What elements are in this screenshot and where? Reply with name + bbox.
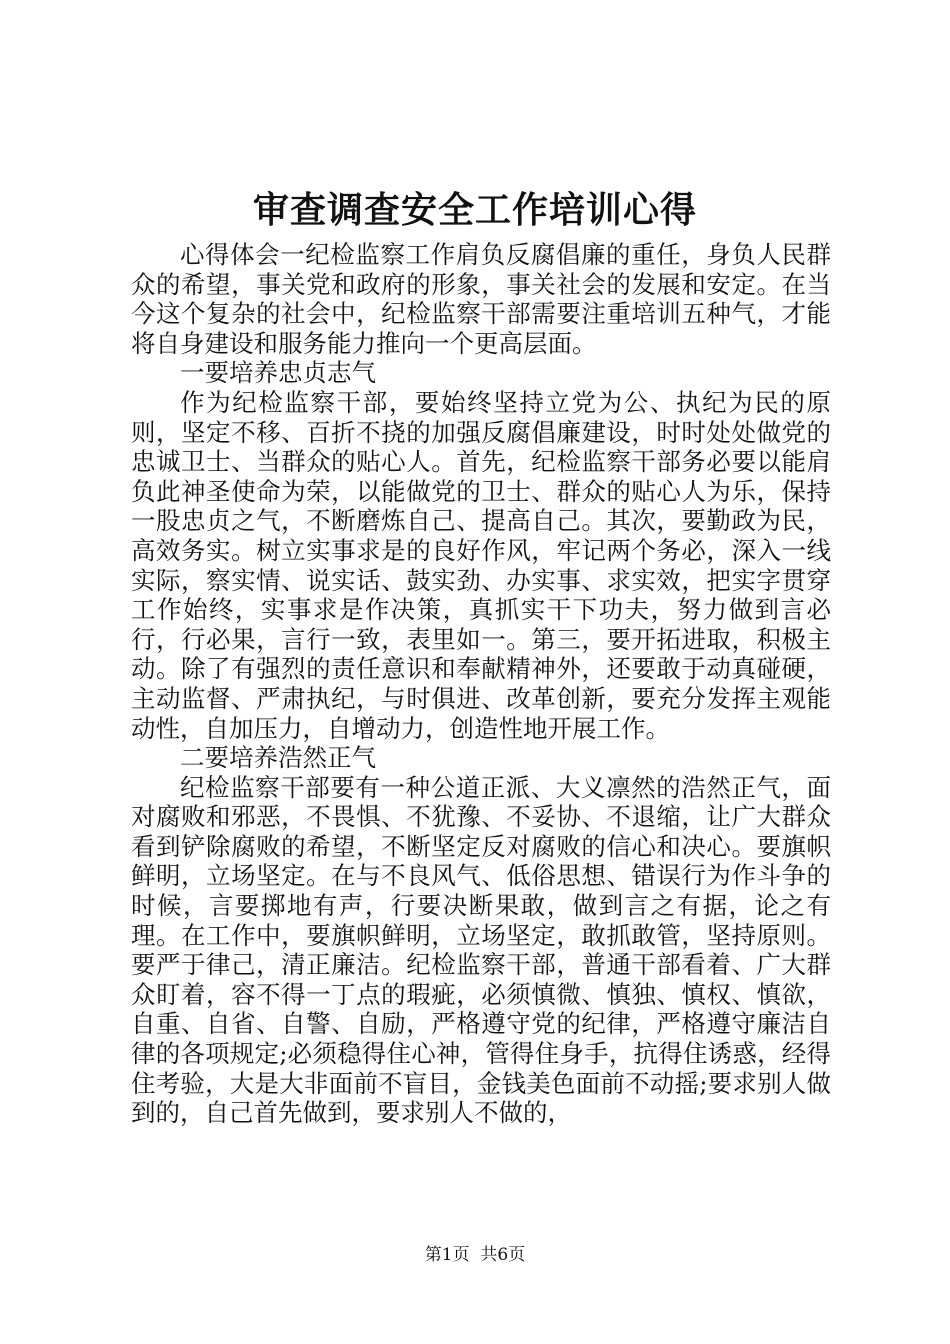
paragraph: 心得体会一纪检监察工作肩负反腐倡廉的重任，身负人民群众的希望，事关党和政府的形象，事关社会的发展和安定。在当今这个复杂的社会中，纪检监察干部需要注重培训五种气，才能将自身建设和服务能力推向一个更高层面。 xyxy=(131,240,831,358)
document-body xyxy=(131,240,831,1128)
page-footer xyxy=(0,1244,950,1266)
section-heading: 一要培养忠贞志气 xyxy=(180,358,376,388)
paragraph: 纪检监察干部要有一种公道正派、大义凛然的浩然正气，面对腐败和邪恶，不畏惧、不犹豫、不妥协、不退缩，让广大群众看到铲除腐败的希望，不断坚定反对腐败的信心和决心。要旗帜鲜明，立场坚定。在与不良风气、低俗思想、错误行为作斗争的时候，言要掷地有声，行要决断果敢，做到言之有据，论之有理。在工作中，要旗帜鲜明，立场坚定，敢抓敢管，坚持原则。要严于律己，清正廉洁。纪检监察干部，普通干部看着、广大群众盯着，容不得一丁点的瑕疵，必须慎微、慎独、慎权、慎欲，自重、自省、自警、自励，严格遵守党的纪律，严格遵守廉洁自律的各项规定;必须稳得住心神，管得住身手，抗得住诱惑，经得住考验，大是大非面前不盲目，金钱美色面前不动摇;要求别人做到的，自己首先做到，要求别人不做的， xyxy=(131,772,831,1128)
page-number: 第1页 xyxy=(424,1245,470,1265)
paragraph: 作为纪检监察干部，要始终坚持立党为公、执纪为民的原则，坚定不移、百折不挠的加强反腐倡廉建设，时时处处做党的忠诚卫士、当群众的贴心人。首先，纪检监察干部务必要以能肩负此神圣使命为荣，以能做党的卫士、群众的贴心人为乐，保持一股忠贞之气，不断磨炼自己、提高自己。其次，要勤政为民，高效务实。树立实事求是的良好作风，牢记两个务必，深入一线实际，察实情、说实话、鼓实劲、办实事、求实效，把实字贯穿工作始终，实事求是作决策，真抓实干下功夫，努力做到言必行，行必果，言行一致，表里如一。第三，要开拓进取，积极主动。除了有强烈的责任意识和奉献精神外，还要敢于动真碰硬，主动监督、严肃执纪，与时俱进、改革创新，要充分发挥主观能动性，自加压力，自增动力，创造性地开展工作。 xyxy=(131,387,831,743)
page-total: 共6页 xyxy=(480,1245,526,1265)
section-heading: 二要培养浩然正气 xyxy=(180,743,376,773)
page-title: 审查调查安全工作培训心得 xyxy=(252,189,697,231)
